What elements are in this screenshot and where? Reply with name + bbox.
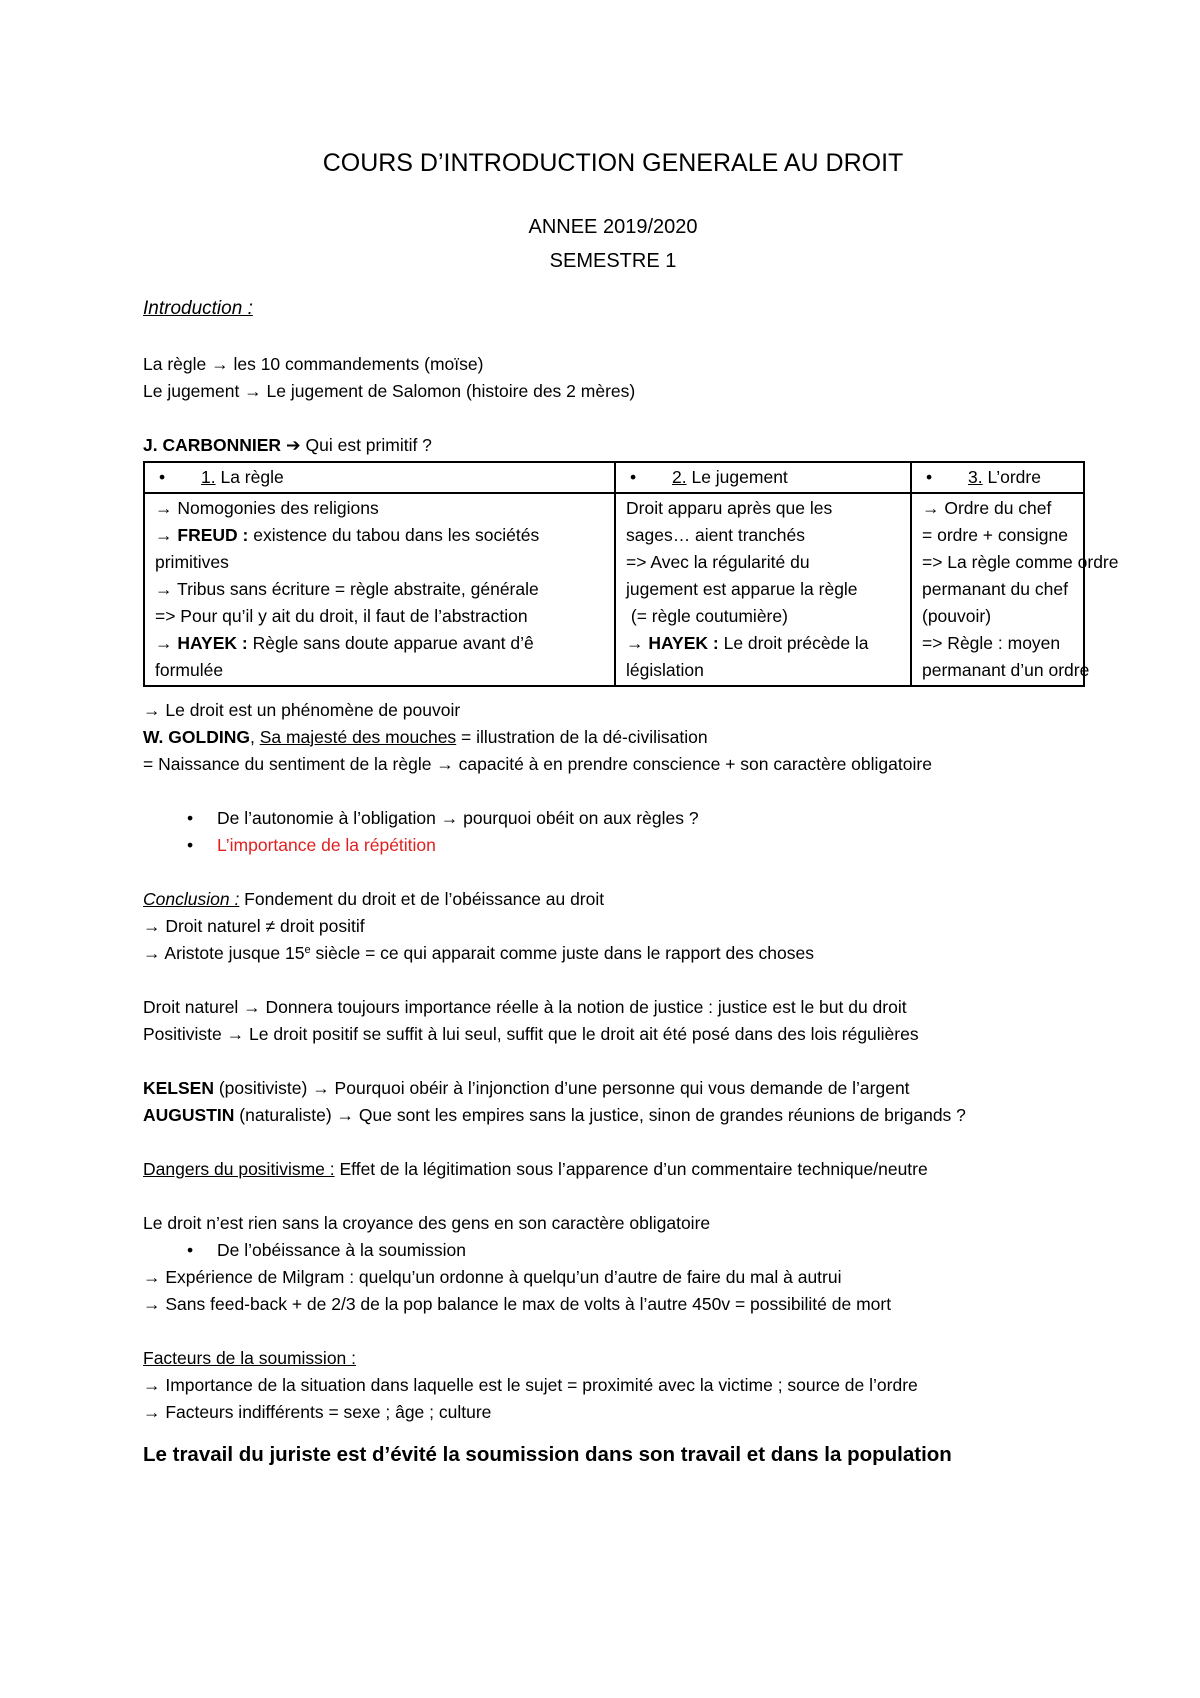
carbonnier-question: Qui est primitif ? <box>300 435 432 455</box>
list-item-text: De l’obéissance à la soumission <box>217 1240 467 1260</box>
cell-line <box>626 630 901 657</box>
golding-text: = illustration de la dé-civilisation <box>456 727 708 747</box>
list-item <box>143 805 1083 832</box>
comma: , <box>249 727 260 747</box>
dangers-text: Effet de la légitimation sous l’apparence d’un commentaire technique/neutre <box>334 1159 928 1179</box>
kelsen-line <box>143 1075 1083 1102</box>
arrow-icon: → <box>626 633 649 653</box>
aristote-line <box>143 940 1083 967</box>
power-line: → Le droit est un phénomène de pouvoir <box>143 700 461 720</box>
header-number: 2. <box>672 467 687 487</box>
header-label: Le jugement <box>686 467 788 487</box>
dangers-heading: Dangers du positivisme : <box>143 1159 335 1179</box>
augustin-text: (naturaliste) → Que sont les empires sans la justice, sinon de grandes réunions de brigands ? <box>234 1105 966 1125</box>
list-item-text: De l’autonomie à l’obligation → pourquoi obéit on aux règles ? <box>217 808 699 828</box>
table-header-row <box>144 462 1084 493</box>
rule-sentiment-line: = Naissance du sentiment de la règle → capacité à en prendre conscience + son caractère obligatoire <box>143 754 932 774</box>
cell-line: primitives <box>155 552 229 572</box>
superscript: e <box>304 944 311 956</box>
natural-vs-positive-line: → Droit naturel ≠ droit positif <box>143 916 365 936</box>
bullet-icon: • <box>187 1240 194 1260</box>
cell-line: sages… aient tranchés <box>626 525 805 545</box>
carbonnier-name: J. CARBONNIER <box>143 435 282 455</box>
arrow-icon: → <box>155 525 178 545</box>
golding-line <box>143 724 1083 751</box>
table-row <box>144 493 1084 686</box>
bold-arrow-icon: ➔ <box>285 435 301 455</box>
conclusion-heading: Conclusion : <box>143 889 240 909</box>
power-bullet-list <box>143 805 1083 859</box>
belief-line: Le droit n’est rien sans la croyance des gens en son caractère obligatoire <box>143 1213 711 1233</box>
golding-name: W. GOLDING <box>143 727 250 747</box>
hayek-name: HAYEK : <box>648 633 719 653</box>
intro-heading: Introduction : <box>143 298 253 319</box>
cell-text: Le droit précède la <box>718 633 869 653</box>
golding-book-title: Sa majesté des mouches <box>259 727 457 747</box>
factors-heading: Facteurs de la soumission : <box>143 1348 357 1368</box>
document-title: COURS D’INTRODUCTION GENERALE AU DROIT <box>322 149 904 177</box>
cell-line: formulée <box>155 660 224 680</box>
bullet-icon: • <box>926 467 933 487</box>
bullet-icon: • <box>159 467 166 487</box>
cell-line: => Règle : moyen <box>922 633 1061 653</box>
table-header-rule <box>144 462 615 493</box>
bullet-icon: • <box>630 467 637 487</box>
carbonnier-line <box>143 432 1083 459</box>
semester: SEMESTRE 1 <box>549 250 677 272</box>
cell-line: (= règle coutumière) <box>626 606 788 626</box>
cell-line: => Avec la régularité du <box>626 552 810 572</box>
bullet-icon: • <box>187 835 194 855</box>
dangers-line <box>143 1156 1083 1183</box>
document-page <box>143 146 1119 1470</box>
cell-text: existence du tabou dans les sociétés <box>248 525 540 545</box>
factors-indifferent-line: → Facteurs indifférents = sexe ; âge ; culture <box>143 1402 492 1422</box>
table-cell-judgment <box>615 493 911 686</box>
conclusion-line <box>143 886 1083 913</box>
cell-line: permanant du chef <box>922 579 1068 599</box>
belief-bullet-list <box>143 1237 1083 1264</box>
final-statement: Le travail du juriste est d’évité la soumission dans son travail et dans la population <box>143 1443 952 1466</box>
academic-year: ANNEE 2019/2020 <box>528 216 698 238</box>
table-cell-rule <box>144 493 615 686</box>
cell-line: = ordre + consigne <box>922 525 1068 545</box>
cell-line: législation <box>626 660 704 680</box>
list-item <box>143 1237 1083 1264</box>
header-label: L’ordre <box>982 467 1041 487</box>
header-number: 3. <box>968 467 983 487</box>
hayek-name: HAYEK : <box>177 633 248 653</box>
aristote-text-rest: siècle = ce qui apparait comme juste dans le rapport des choses <box>310 943 815 963</box>
conclusion-text: Fondement du droit et de l’obéissance au droit <box>239 889 605 909</box>
positivist-line: Positiviste → Le droit positif se suffit à lui seul, suffit que le droit ait été posé dans des lois régulières <box>143 1024 919 1044</box>
cell-line: => Pour qu’il y ait du droit, il faut de l’abstraction <box>155 606 528 626</box>
cell-line: jugement est apparue la règle <box>626 579 858 599</box>
table-cell-order <box>911 493 1119 686</box>
natural-law-line: Droit naturel → Donnera toujours importance réelle à la notion de justice : justice est le but du droit <box>143 997 907 1017</box>
table-header-judgment <box>615 462 911 493</box>
concept-table <box>143 461 1119 687</box>
cell-line <box>155 522 605 549</box>
cell-line: (pouvoir) <box>922 606 992 626</box>
bullet-icon: • <box>187 808 194 828</box>
milgram-line: → Expérience de Milgram : quelqu’un ordonne à quelqu’un d’autre de faire du mal à autrui <box>143 1267 842 1287</box>
cell-line: → Ordre du chef <box>922 498 1052 518</box>
list-item <box>143 832 1083 859</box>
cell-line: permanant d’un ordre <box>922 660 1090 680</box>
augustin-line <box>143 1102 1083 1129</box>
cell-line: Droit apparu après que les <box>626 498 833 518</box>
augustin-name: AUGUSTIN <box>143 1105 235 1125</box>
cell-line: → Tribus sans écriture = règle abstraite, générale <box>155 579 539 599</box>
header-label: La règle <box>215 467 284 487</box>
cell-text: Règle sans doute apparue avant d’ê <box>247 633 534 653</box>
list-item-text-red: L’importance de la répétition <box>217 835 436 855</box>
arrow-icon: → <box>155 633 178 653</box>
cell-line: => La règle comme ordre <box>922 552 1119 572</box>
intro-line-rule: La règle → les 10 commandements (moïse) <box>143 354 484 374</box>
aristote-text: → Aristote jusque 15 <box>143 943 305 963</box>
table-header-order <box>911 462 1084 493</box>
kelsen-text: (positiviste) → Pourquoi obéir à l’injonction d’une personne qui vous demande de l’argent <box>213 1078 910 1098</box>
cell-line <box>155 630 605 657</box>
factors-situation-line: → Importance de la situation dans laquelle est le sujet = proximité avec la victime ; source de l’ordre <box>143 1375 918 1395</box>
feedback-line: → Sans feed-back + de 2/3 de la pop balance le max de volts à l’autre 450v = possibilité de mort <box>143 1294 892 1314</box>
kelsen-name: KELSEN <box>143 1078 214 1098</box>
header-number: 1. <box>201 467 216 487</box>
cell-line: → Nomogonies des religions <box>155 498 379 518</box>
intro-line-judgment: Le jugement → Le jugement de Salomon (histoire des 2 mères) <box>143 381 636 401</box>
freud-name: FREUD : <box>177 525 249 545</box>
